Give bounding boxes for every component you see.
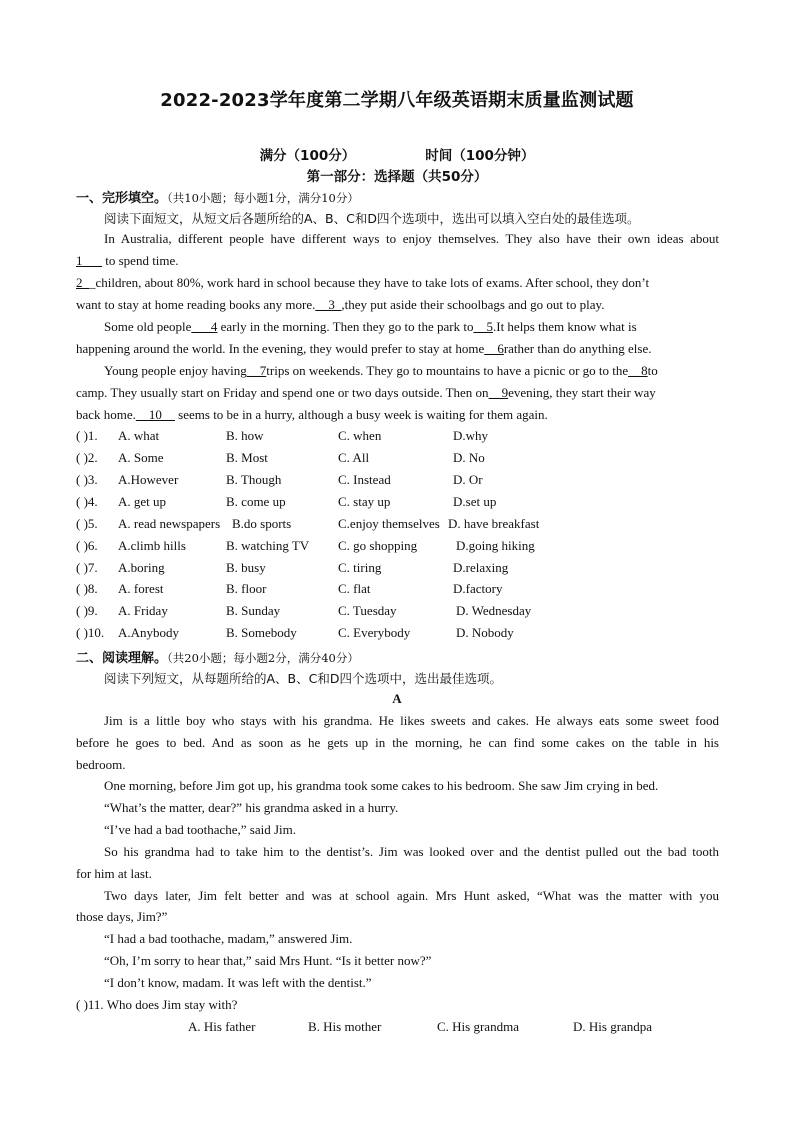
option-d: D.why [453, 428, 489, 443]
option-d: D. His grandpa [573, 1019, 653, 1034]
cloze-line-8: camp. They usually start on Friday and spend one or two days outside. Then on__9evening, they start their way [76, 385, 656, 400]
cloze-line-6: happening around the world. In the evening, they would prefer to stay at home__6rather than do anything else. [76, 341, 652, 356]
option-d: D.relaxing [453, 560, 509, 575]
blank-9: __9 [488, 385, 509, 400]
blank-3: __3_ [315, 297, 342, 312]
option-c: C. when [338, 428, 382, 443]
option-d: D.factory [453, 581, 503, 596]
section2-heading [76, 647, 359, 666]
option-d: D. Wednesday [456, 603, 532, 618]
option-a: A. get up [118, 494, 167, 509]
question-number: ( )9. [76, 603, 98, 618]
question-number: ( )2. [76, 450, 98, 465]
passage-line-13: “I don’t know, madam. It was left with the dentist.” [104, 975, 372, 990]
option-c: C. All [338, 450, 370, 465]
option-b: B. Though [226, 472, 282, 487]
blank-1: 1___ [76, 253, 102, 268]
cloze-question-1 [76, 428, 716, 446]
option-d: D. Or [453, 472, 483, 487]
question-number: ( )4. [76, 494, 98, 509]
question-number: ( )5. [76, 516, 98, 531]
option-b: B. His mother [308, 1019, 382, 1034]
question-number: ( )7. [76, 560, 98, 575]
option-b: B. come up [226, 494, 286, 509]
cloze-question-9 [76, 603, 716, 621]
cloze-question-3 [76, 472, 716, 490]
passage-line-1: Jim is a little boy who stays with his grandma. He likes sweets and cakes. He always eats some sweet food [104, 713, 719, 728]
passage-line-5: “What’s the matter, dear?” his grandma asked in a hurry. [104, 800, 399, 815]
option-a: A.boring [118, 560, 165, 575]
blank-7: __7 [246, 363, 267, 378]
option-c: C. go shopping [338, 538, 418, 553]
option-a: A.However [118, 472, 179, 487]
passage-line-3: bedroom. [76, 757, 126, 772]
cloze-line-9: back home.__10__ seems to be in a hurry, although a busy week is waiting for them again. [76, 407, 548, 422]
passage-line-10: those days, Jim?” [76, 909, 168, 924]
blank-2: 2_ [76, 275, 89, 290]
option-d: D. No [453, 450, 485, 465]
option-c: C. His grandma [437, 1019, 519, 1034]
section1-instruction: 阅读下面短文，从短文后各题所给的A、B、C和D四个选项中，选出可以填入空白处的最佳选项。 [104, 211, 640, 226]
option-d: D.set up [453, 494, 497, 509]
passage-line-4: One morning, before Jim got up, his grandma took some cakes to his bedroom. She saw Jim crying in bed. [104, 778, 659, 793]
blank-8: __8 [628, 363, 648, 378]
full-score-label: 满分（100分） [259, 148, 356, 164]
cloze-question-8 [76, 581, 716, 599]
question-number: ( )1. [76, 428, 98, 443]
cloze-question-5 [76, 516, 716, 534]
option-b: B.do sports [232, 516, 292, 531]
option-c: C.enjoy themselves [338, 516, 440, 531]
question-number: ( )8. [76, 581, 98, 596]
option-b: B. watching TV [226, 538, 310, 553]
option-a: A.Anybody [118, 625, 180, 640]
option-c: C. Instead [338, 472, 391, 487]
passage-line-11: “I had a bad toothache, madam,” answered Jim. [104, 931, 353, 946]
section2-note: （共20小题；每小题2分，满分40分） [167, 651, 359, 665]
option-a: A. what [118, 428, 160, 443]
option-a: A. read newspapers [118, 516, 221, 531]
passage-line-9: Two days later, Jim felt better and was at school again. Mrs Hunt asked, “What was the matter with you [104, 888, 719, 903]
cloze-line-5: Some old people___4 early in the morning. Then they go to the park to__5.It helps them know what is [104, 319, 637, 334]
section2-title: 二、阅读理解。 [76, 651, 168, 666]
passage-a-label: A [392, 691, 402, 706]
exam-title: 2022-2023学年度第二学期八年级英语期末质量监测试题 [160, 90, 634, 111]
section1-title: 一、完形填空。 [76, 191, 168, 206]
question-11-stem: ( )11. Who does Jim stay with? [76, 997, 238, 1012]
score-time-header [0, 144, 794, 164]
option-a: A. His father [188, 1019, 256, 1034]
cloze-question-6 [76, 538, 716, 556]
option-a: A. forest [118, 581, 164, 596]
passage-line-2: before he goes to bed. And as soon as he gets up in the morning, he can find some cakes on the table in his [76, 735, 719, 750]
passage-line-6: “I’ve had a bad toothache,” said Jim. [104, 822, 297, 837]
question-number: ( )6. [76, 538, 98, 553]
cloze-line-7: Young people enjoy having__7trips on weekends. They go to mountains to have a picnic or go to the__8to [104, 363, 658, 378]
option-b: B. how [226, 428, 264, 443]
cloze-line-2: 1___ to spend time. [76, 253, 179, 268]
cloze-line-4: want to stay at home reading books any more.__3_,they put aside their schoolbags and go out to play. [76, 297, 605, 312]
blank-4: ___4 [191, 319, 218, 334]
cloze-line-1: In Australia, different people have different ways to enjoy themselves. They also have their own ideas about [104, 231, 719, 246]
cloze-line-3: 2__children, about 80%, work hard in school because they have to take lots of exams. After school, they don’t [76, 275, 650, 290]
section1-note: （共10小题；每小题1分，满分10分） [167, 191, 359, 205]
option-b: B. Somebody [226, 625, 297, 640]
option-a: A.climb hills [118, 538, 186, 553]
cloze-question-10 [76, 625, 716, 643]
option-d: D. Nobody [456, 625, 514, 640]
question-number: ( )10. [76, 625, 105, 640]
part1-title: 第一部分：选择题（共50分） [306, 169, 488, 185]
passage-line-12: “Oh, I’m sorry to hear that,” said Mrs Hunt. “Is it better now?” [104, 953, 432, 968]
question-number: ( )3. [76, 472, 98, 487]
option-c: C. stay up [338, 494, 391, 509]
cloze-question-4 [76, 494, 716, 512]
section1-heading [76, 187, 359, 206]
time-label: 时间（100分钟） [425, 148, 535, 164]
passage-line-7: So his grandma had to take him to the dentist’s. Jim was looked over and the dentist pulled out the bad tooth [104, 844, 719, 859]
option-d: D. have breakfast [448, 516, 540, 531]
cloze-question-2 [76, 450, 716, 468]
option-b: B. busy [226, 560, 266, 575]
option-c: C. flat [338, 581, 371, 596]
option-a: A. Some [118, 450, 164, 465]
blank-6: __6 [484, 341, 504, 356]
blank-10: __10__ [135, 407, 175, 422]
option-b: B. floor [226, 581, 267, 596]
option-d: D.going hiking [456, 538, 535, 553]
option-c: C. tiring [338, 560, 382, 575]
question-11-options [76, 1019, 716, 1037]
option-b: B. Sunday [226, 603, 281, 618]
option-c: C. Everybody [338, 625, 411, 640]
option-b: B. Most [226, 450, 268, 465]
section2-instruction: 阅读下列短文，从每题所给的A、B、C和D四个选项中，选出最佳选项。 [104, 671, 502, 686]
blank-5: __5 [473, 319, 493, 334]
option-a: A. Friday [118, 603, 168, 618]
cloze-question-7 [76, 560, 716, 578]
option-c: C. Tuesday [338, 603, 397, 618]
passage-line-8: for him at last. [76, 866, 152, 881]
